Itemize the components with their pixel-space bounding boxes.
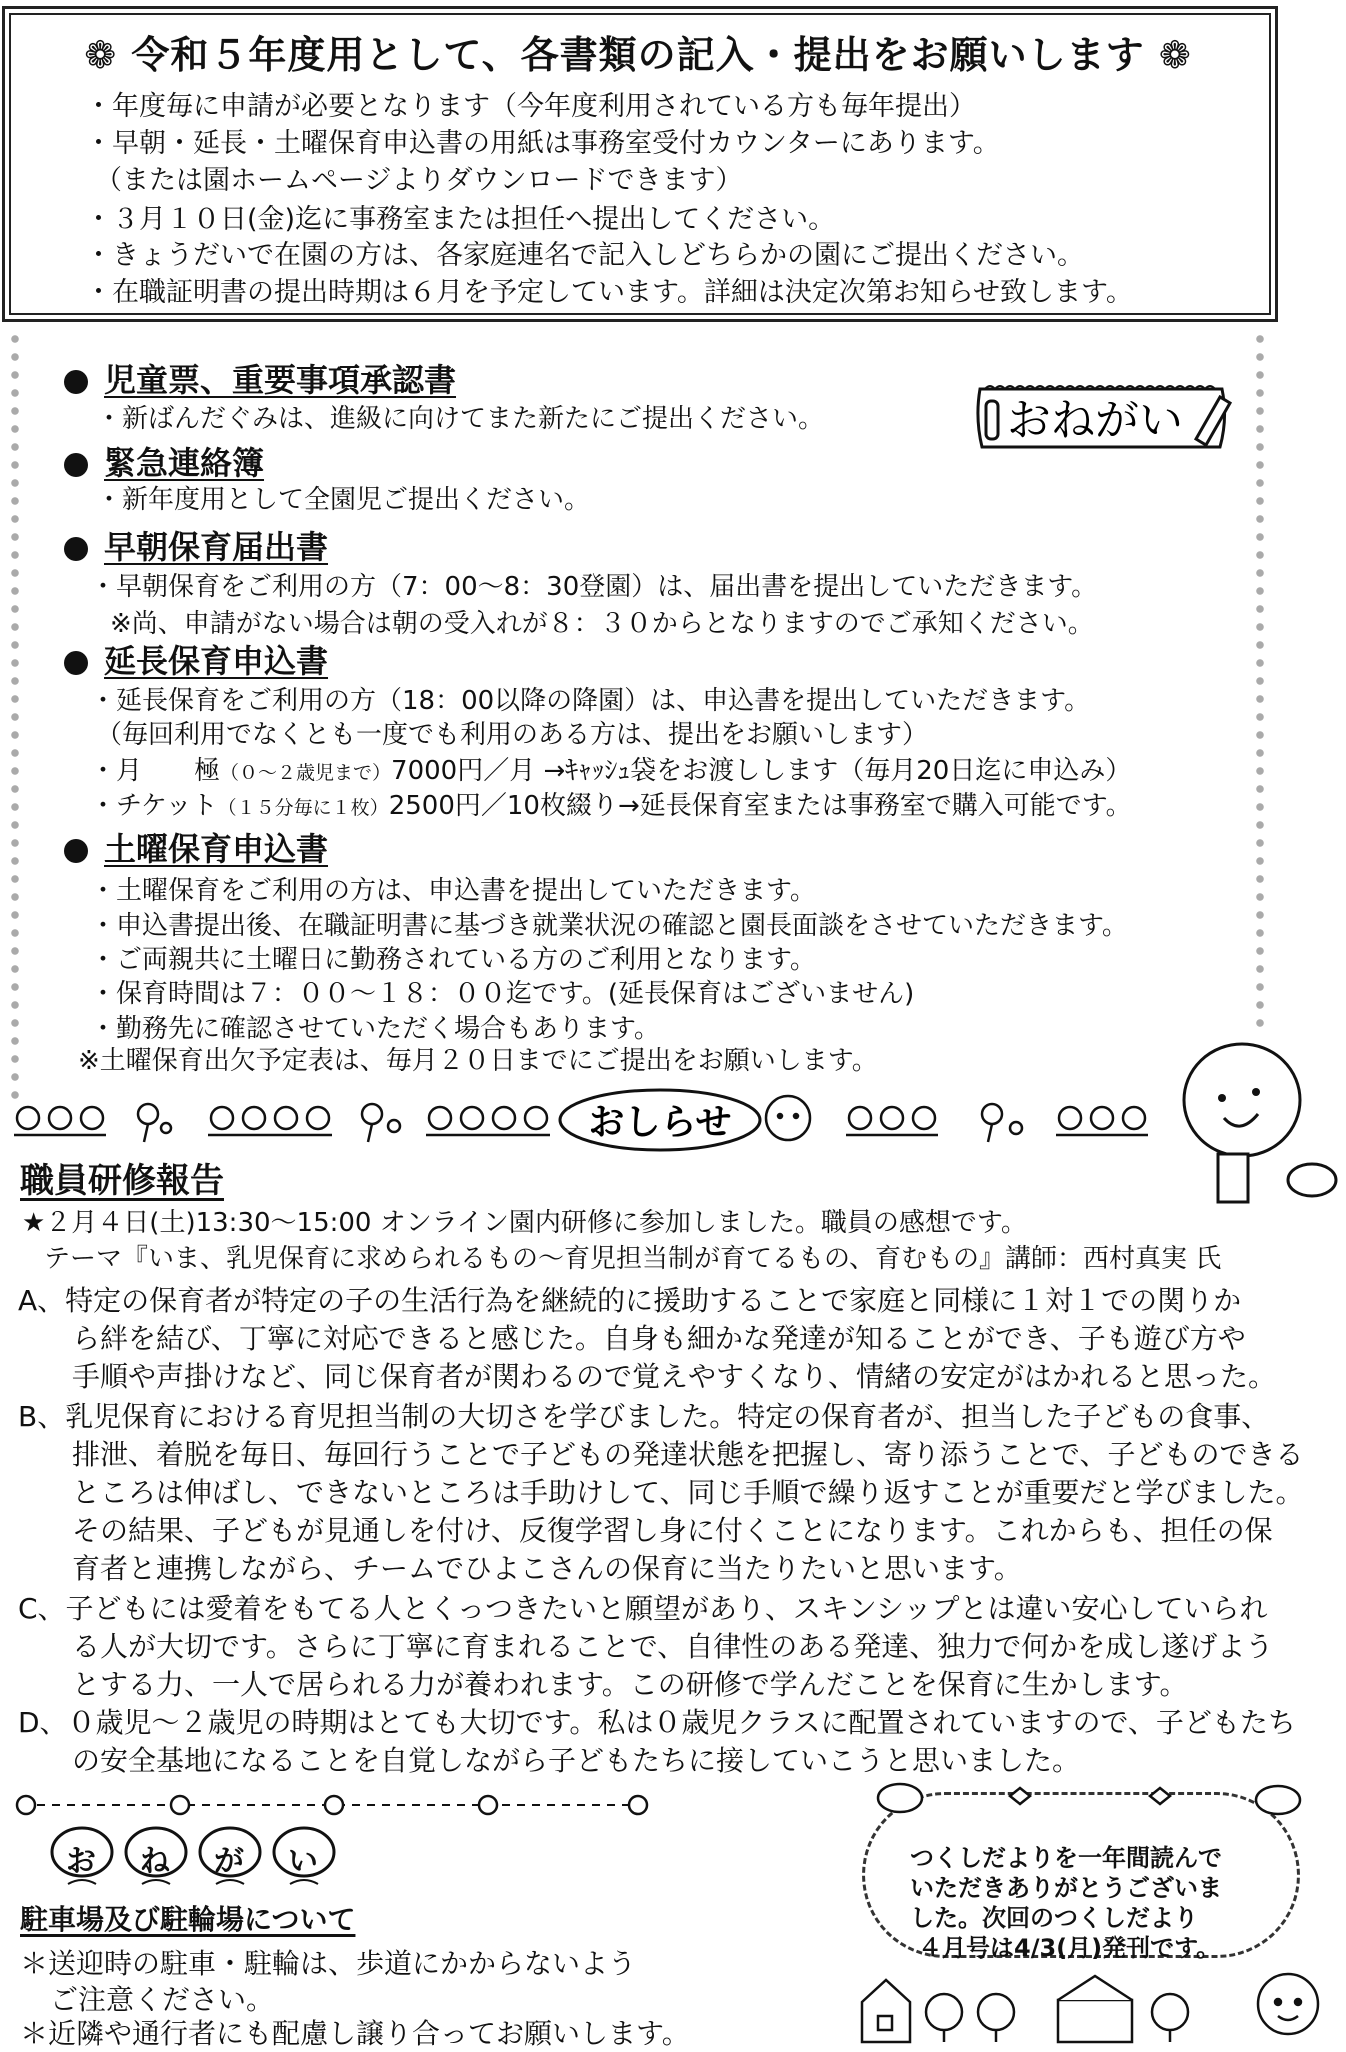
comment-b-line: B、乳児保育における育児担当制の大切さを学びました。特定の保育者が、担当した子どもの食事、 <box>18 1400 1270 1433</box>
report-title: 職員研修報告 <box>20 1161 224 1201</box>
flower-icon <box>171 1796 189 1814</box>
onegai-badge <box>48 1822 348 1892</box>
comment-b-line: 育者と連携しながら、チームでひよこさんの保育に当たりたいと思います。 <box>72 1552 1022 1585</box>
comment-c-line: C、子どもには愛着をもてる人とくっつきたいと願望があり、スキンシップとは違い安心していられ <box>18 1592 1268 1625</box>
comment-b-line: その結果、子どもが見通しを付け、反復学習し身に付くことになります。これからも、担任の保 <box>72 1514 1273 1547</box>
comment-c-line: る人が大切です。さらに丁寧に育まれることで、自律性のある発達、独力で何かを成し遂げよう <box>72 1630 1274 1663</box>
comment-b-line: 排泄、着脱を毎日、毎回行うことで子どもの発達状態を把握し、寄り添うことで、子どものできる <box>72 1438 1304 1471</box>
children-illustration <box>846 1107 938 1135</box>
comment-a-line: 手順や声掛けなど、同じ保育者が関わるので覚えやすくなり、情緒の安定がはかれると思った。 <box>72 1360 1277 1393</box>
parking-line: ＊送迎時の駐車・駐輪は、歩道にかからないよう <box>20 1947 637 1980</box>
section-text: （毎回利用でなくとも一度でも利用のある方は、提出をお願いします） <box>96 720 929 750</box>
section-text: ・勤務先に確認させていただく場合もあります。 <box>90 1014 660 1044</box>
building-icon <box>1058 2000 1132 2042</box>
section-text: ※土曜保育出欠予定表は、毎月２０日までにご提出をお願いします。 <box>78 1046 878 1076</box>
section-text: ・保育時間は７：００～１８：００迄です。(延長保育はございません) <box>90 979 915 1009</box>
comment-a-line: A、特定の保育者が特定の子の生活行為を継続的に援助することで家庭と同様に１対１での関りか <box>18 1284 1242 1317</box>
section-heading-socho: 早朝保育届出書 <box>64 522 328 568</box>
section-heading-jidohyo: 児童票、重要事項承認書 <box>64 355 456 401</box>
newsletter-line: いただきありがとうございま <box>910 1874 1222 1902</box>
children-illustration <box>1056 1107 1148 1135</box>
flower-icon <box>1150 1788 1170 1804</box>
section-text: ・早朝保育をご利用の方（7：00～8：30登園）は、届出書を提出していただきます。 <box>90 572 1098 602</box>
section-text: ※尚、申請がない場合は朝の受入れが８：３０からとなりますのでご承知ください。 <box>110 609 1094 639</box>
house-icon <box>862 1980 910 2042</box>
dotted-border-left <box>10 330 20 1100</box>
notice-line: ・早朝・延長・土曜保育申込書の用紙は事務室受付カウンターにあります。 <box>85 128 1000 159</box>
notice-line: ・３月１０日(金)迄に事務室または担任へ提出してください。 <box>85 204 836 235</box>
mascot-illustration <box>1150 1040 1340 1210</box>
dotted-border-right <box>1255 330 1265 1030</box>
flower-icon <box>1010 1788 1030 1804</box>
bird-icon <box>878 1784 922 1812</box>
section-text: ・土曜保育をご利用の方は、申込書を提出していただきます。 <box>90 876 816 906</box>
section-text: ・チケット（１５分毎に１枚）2500円／10枚綴り→延長保育室または事務室で購入可能です。 <box>90 791 1132 821</box>
balloon-icon <box>138 1104 171 1142</box>
balloon-icon <box>362 1104 400 1142</box>
comment-a-line: ら絆を結び、丁寧に対応できると感じた。自身も細かな発達が知ることができ、子も遊び方や <box>72 1322 1246 1355</box>
children-illustration <box>208 1107 332 1135</box>
section-text: ・新ばんだぐみは、進級に向けてまた新たにご提出ください。 <box>96 404 825 434</box>
section-text: ・月 極（０～２歳児まで）7000円／月 →ｷｬｯｼｭ袋をお渡しします（毎月20日迄に申込み） <box>90 756 1132 786</box>
badge-char: ね <box>140 1844 170 1879</box>
tree-icon <box>1152 1994 1188 2030</box>
town-illustration <box>850 1962 1340 2046</box>
child-face-icon <box>1258 1974 1318 2034</box>
parking-line: ご注意ください。 <box>50 1983 275 2016</box>
notice-line: ・年度毎に申請が必要となります（今年度利用されている方も毎年提出） <box>85 91 976 122</box>
section-heading-kinkyu: 緊急連絡簿 <box>64 438 264 484</box>
pencil-icon <box>986 401 998 439</box>
section-heading-doyo: 土曜保育申込書 <box>64 824 328 870</box>
section-text: ・延長保育をご利用の方（18：00以降の降園）は、申込書を提出していただきます。 <box>90 686 1091 716</box>
badge-char: い <box>288 1844 318 1879</box>
flower-icon <box>479 1796 497 1814</box>
children-illustration <box>426 1107 550 1135</box>
section-text: ・ご両親共に土曜日に勤務されている方のご利用となります。 <box>90 945 816 975</box>
bird-icon <box>1256 1786 1300 1814</box>
badge-char: お <box>66 1844 96 1879</box>
flower-divider <box>12 1790 652 1820</box>
comment-c-line: とする力、一人で居られる力が養われます。この研修で学んだことを保育に生かします。 <box>72 1668 1188 1701</box>
comment-d-line: の安全基地になることを自覚しながら子どもたちに接していこうと思いました。 <box>72 1744 1081 1777</box>
badge-char: が <box>214 1844 244 1879</box>
section-text: ・新年度用として全園児ご提出ください。 <box>96 485 591 515</box>
comment-d-line: D、０歳児～２歳児の時期はとても大切です。私は０歳児クラスに配置されていますので、子どもたち <box>18 1706 1296 1739</box>
tree-icon <box>926 1994 962 2030</box>
report-theme: テーマ『いま、乳児保育に求められるもの～育児担当制が育てるもの、育むもの』講師：西村真実 氏 <box>44 1244 1222 1274</box>
newsletter-line: ４月号は4/3(月)発刊です。 <box>918 1934 1221 1962</box>
sticker-label: おねがい <box>1007 395 1183 446</box>
flower-icon <box>17 1796 35 1814</box>
onegai-sticker-illustration <box>970 383 1240 453</box>
section-text: ・申込書提出後、在職証明書に基づき就業状況の確認と園長面談をさせていただきます。 <box>90 911 1128 941</box>
children-illustration <box>14 1107 106 1135</box>
flower-icon <box>325 1796 343 1814</box>
face-icon <box>766 1096 810 1140</box>
newsletter-line: した。次回のつくしだより <box>910 1904 1198 1932</box>
section-heading-encho: 延長保育申込書 <box>64 636 328 682</box>
notice-line: ・きょうだいで在園の方は、各家庭連名で記入しどちらかの園にご提出ください。 <box>85 240 1084 271</box>
report-date: ★２月４日(土)13:30～15:00 オンライン園内研修に参加しました。職員の感想です。 <box>22 1208 1027 1238</box>
flower-icon <box>629 1796 647 1814</box>
birds-illustration <box>850 1770 1330 1830</box>
oshirase-banner <box>0 1080 1346 1160</box>
notice-line: （または園ホームページよりダウンロードできます） <box>95 165 743 196</box>
banner-label: おしらせ <box>588 1102 732 1143</box>
notice-line: ・在職証明書の提出時期は６月を予定しています。詳細は決定次第お知らせ致します。 <box>85 277 1133 308</box>
comment-b-line: ところは伸ばし、できないところは手助けして、同じ手順で繰り返すことが重要だと学びました。 <box>72 1476 1304 1509</box>
newsletter-line: つくしだよりを一年間読んで <box>910 1844 1222 1872</box>
balloon-icon <box>982 1104 1022 1142</box>
notice-title: ❁ 令和５年度用として、各書類の記入・提出をお願いします ❁ <box>84 33 1192 77</box>
parking-title: 駐車場及び駐輪場について <box>20 1903 356 1936</box>
parking-line: ＊近隣や通行者にも配慮し譲り合ってお願いします。 <box>20 2017 690 2050</box>
tree-icon <box>978 1994 1014 2030</box>
